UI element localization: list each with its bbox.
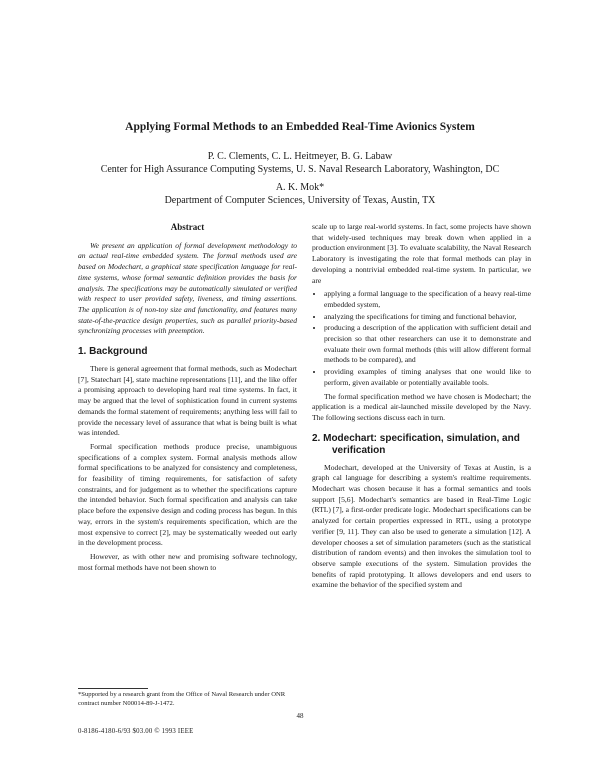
footnote: *Supported by a research grant from the Office of Naval Research under ONR contract number N00014-89-J-1472. [78, 691, 286, 707]
bullet-item: • providing examples of timing analyses that one would like to perform, given available or potentially available tools. [324, 367, 531, 388]
section-1-paragraph: There is general agreement that formal methods, such as Modechart [7], Statechart [4], state machine representations [11], and the like offer a promising approach to developing hard real time systems. In fact, it may be argued that the level of sophistication found in current systems demands the formal statement of requirements; anything less will fail to provide the necessary level of assurance that what is being built is what was intended. [78, 364, 297, 438]
section-2-paragraph: Modechart, developed at the University of Texas at Austin, is a graph cal language for describing a system's realtime requirements. Modechart was chosen because it has a formal semantics and tools support [5,6]. Modechart's semantics are based in Real-Time Logic (RTL) [7], a first-order predicate logic. Modechart specifications can be analyzed for certain properties expressed in RTL, using a prototype verifier [9, 11]. They can also be used to generate a simulation [12]. A developer chooses a set of simulation parameters (such as the statistical distribution of random events) and then invokes the simulation tool to observe sample executions of the system. Simulation provides the benefits of rapid prototyping. It allows developers and end users to examine the behavior of the specified system and [312, 462, 531, 590]
section-2-heading: 2. Modechart: specification, simulation, and verification [312, 432, 520, 456]
after-bullets-paragraph: The formal specification method we have chosen is Modechart; the application is a medical air-launched missile developed by the Navy. The following sections discuss each in turn. [312, 391, 531, 422]
bullet-list [312, 289, 531, 388]
authors-line-2: A. K. Mok* [275, 182, 325, 193]
affiliation-2: Department of Computer Sciences, University of Texas, Austin, TX [164, 195, 436, 206]
authors-line-1: P. C. Clements, C. L. Heitmeyer, B. G. Labaw [207, 151, 393, 162]
bullet-item: • producing a description of the application with sufficient detail and precision so that other researchers can use it to demonstrate and evaluate their own formal methods (this will allow different formal methods to be compared), and [324, 323, 531, 366]
right-intro-paragraph: scale up to large real-world systems. In fact, some projects have shown that widely-used techniques may break down when applied in a production environment [3]. To evaluate scalability, the Naval Research Laboratory is investigating the role that formal methods can play in developing a nontrivial embedded real-time system. In particular, we are [312, 222, 531, 285]
copyright-line: 0-8186-4180-6/93 $03.00 © 1993 IEEE [78, 728, 194, 735]
author-block-1 [60, 150, 540, 176]
right-column [312, 222, 531, 594]
bullet-item: • analyzing the specifications for timing and functional behavior, [324, 312, 531, 323]
author-block-2 [60, 181, 540, 207]
section-1-heading: 1. Background [78, 346, 148, 358]
bullet-item: • applying a formal language to the specification of a heavy real-time embedded system, [324, 289, 531, 310]
affiliation-1: Center for High Assurance Computing Systems, U. S. Naval Research Laboratory, Washington, DC [100, 164, 500, 175]
abstract-heading: Abstract [170, 222, 205, 232]
left-column [78, 222, 297, 576]
paper-title: Applying Formal Methods to an Embedded Real-Time Avionics System [125, 121, 475, 133]
footnote-divider [78, 688, 148, 689]
page-number: 48 [296, 712, 304, 720]
section-1-paragraph: However, as with other new and promising software technology, most formal methods have not been shown to [78, 551, 297, 572]
section-1-paragraph: Formal specification methods produce precise, unambiguous specifications of a complex system. Formal analysis methods allow formal specifications to be analyzed for consistency and completeness, for feasibility of timing requirements, for satisfaction of safety constraints, and for judgement as to whether the specifications capture the intended behavior. Such formal specification and analysis can take place before the expensive design and coding process has begun. In this way, errors in the system's requirements specification, which are the most expensive to correct [2], may be systematically weeded out early in the development process. [78, 441, 297, 548]
abstract-text: We present an application of formal development methodology to an actual real-time embedded system. The formal methods used are based on Modechart, a graphical state specification language for real-time systems, whose formal semantic definition provides the basis for analysis. The specifications may be automatically simulated or verified with respect to user provided safety, liveness, and timing assertions. The application is of non-toy size and functionality, and features many state-of-the-practice design properties, such as parallel priority-based synchronizing processes with preemption. [78, 240, 297, 336]
